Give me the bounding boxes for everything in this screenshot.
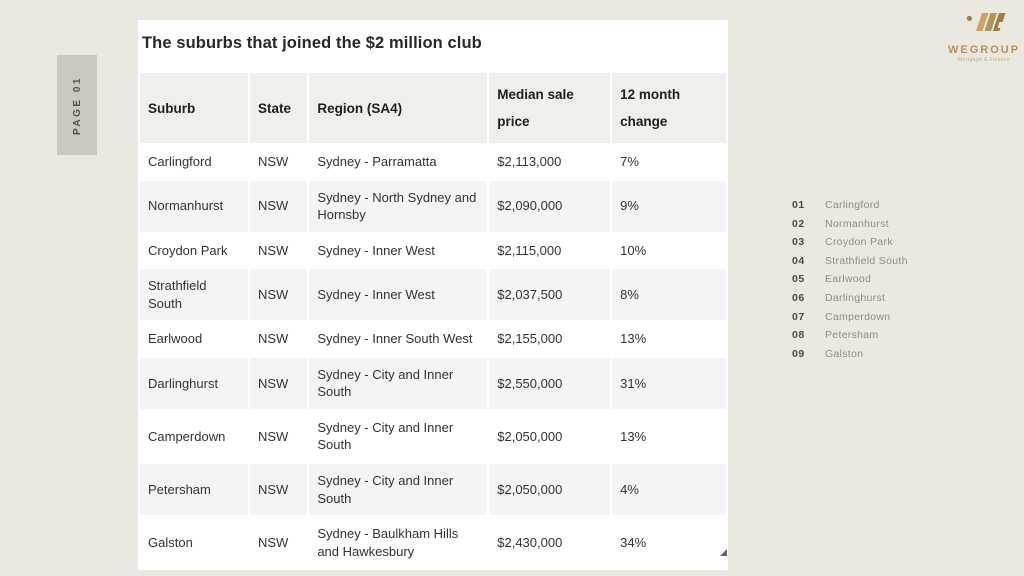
page-number-label: PAGE 01 [71,75,83,135]
legend-item [792,255,908,274]
legend-item-number: 01 [792,199,805,211]
legend-item-name: Darlinghurst [825,291,886,304]
cell-price[interactable]: $2,090,000 [488,180,611,233]
table-panel [138,20,728,557]
cell-state[interactable]: NSW [249,463,308,516]
cell-price[interactable]: $2,113,000 [488,144,611,180]
cell-region[interactable]: Sydney - Inner South West [308,321,488,357]
legend-item-name: Normanhurst [825,217,889,230]
column-header: Region (SA4) [308,72,488,144]
cell-change[interactable]: 9% [611,180,727,233]
cell-change[interactable]: 8% [611,268,727,321]
cell-state[interactable]: NSW [249,410,308,463]
legend-item-name: Petersham [825,329,879,342]
cell-suburb[interactable]: Earlwood [139,321,249,357]
cell-region[interactable]: Sydney - City and Inner South [308,357,488,410]
legend-item-name: Galston [825,347,864,360]
cell-state[interactable]: NSW [249,357,308,410]
legend-item-number: 08 [792,329,805,342]
cell-state[interactable]: NSW [249,144,308,180]
legend-item [792,199,908,218]
legend-item-number: 02 [792,217,805,230]
table-body [139,144,727,569]
page-number-tab [57,55,97,155]
cell-change[interactable]: 31% [611,357,727,410]
cell-state[interactable]: NSW [249,233,308,269]
table-row [139,268,727,321]
legend-item-number: 07 [792,310,805,323]
table-row [139,410,727,463]
table-row [139,180,727,233]
legend-item [792,348,908,367]
cell-state[interactable]: NSW [249,268,308,321]
cell-region[interactable]: Sydney - City and Inner South [308,463,488,516]
legend-item-number: 05 [792,273,805,286]
cell-region[interactable]: Sydney - Parramatta [308,144,488,180]
cell-price[interactable]: $2,050,000 [488,410,611,463]
suburbs-table [138,71,728,570]
table-row [139,516,727,569]
legend-item-number: 06 [792,291,805,304]
table-header-row [139,72,727,144]
cell-region[interactable]: Sydney - North Sydney and Hornsby [308,180,488,233]
cell-price[interactable]: $2,050,000 [488,463,611,516]
cell-price[interactable]: $2,430,000 [488,516,611,569]
wegroup-logo-icon [959,12,1009,41]
cell-change[interactable]: 13% [611,321,727,357]
resize-handle[interactable] [720,549,727,556]
cell-price[interactable]: $2,155,000 [488,321,611,357]
cell-suburb[interactable]: Normanhurst [139,180,249,233]
cell-change[interactable]: 4% [611,463,727,516]
brand-name: WEGROUP [947,44,1021,56]
legend-item [792,218,908,237]
legend-item-name: Camperdown [825,310,891,323]
cell-region[interactable]: Sydney - Inner West [308,233,488,269]
legend-item-name: Carlingford [825,199,880,211]
cell-change[interactable]: 13% [611,410,727,463]
cell-suburb[interactable]: Camperdown [139,410,249,463]
brand-tagline: Mortgage & Finance [957,57,1011,63]
cell-region[interactable]: Sydney - City and Inner South [308,410,488,463]
cell-region[interactable]: Sydney - Inner West [308,268,488,321]
cell-suburb[interactable]: Galston [139,516,249,569]
cell-state[interactable]: NSW [249,516,308,569]
column-header: Median sale price [488,72,611,144]
cell-price[interactable]: $2,115,000 [488,233,611,269]
cell-suburb[interactable]: Darlinghurst [139,357,249,410]
cell-state[interactable]: NSW [249,180,308,233]
cell-region[interactable]: Sydney - Baulkham Hills and Hawkesbury [308,516,488,569]
cell-suburb[interactable]: Croydon Park [139,233,249,269]
legend-item [792,329,908,348]
cell-price[interactable]: $2,037,500 [488,268,611,321]
table-row [139,233,727,269]
legend-item-number: 03 [792,236,805,249]
cell-price[interactable]: $2,550,000 [488,357,611,410]
column-header: State [249,72,308,144]
legend-item [792,273,908,292]
page-title: The suburbs that joined the $2 million club [142,34,482,52]
legend-item [792,236,908,255]
cell-suburb[interactable]: Carlingford [139,144,249,180]
brand-logo [939,12,1024,63]
cell-suburb[interactable]: Petersham [139,463,249,516]
table-row [139,357,727,410]
column-header: 12 month change [611,72,727,144]
legend-item-name: Earlwood [825,273,872,286]
table-row [139,144,727,180]
legend-item-name: Croydon Park [825,236,893,249]
table-row [139,321,727,357]
legend-item-name: Strathfield South [825,254,908,267]
suburb-legend [792,199,908,366]
legend-item-number: 09 [792,347,805,360]
cell-change[interactable]: 34% [611,516,727,569]
legend-item-number: 04 [792,254,805,267]
cell-change[interactable]: 7% [611,144,727,180]
legend-item [792,292,908,311]
legend-item [792,311,908,330]
cell-state[interactable]: NSW [249,321,308,357]
cell-suburb[interactable]: Strathfield South [139,268,249,321]
table-row [139,463,727,516]
cell-change[interactable]: 10% [611,233,727,269]
column-header: Suburb [139,72,249,144]
